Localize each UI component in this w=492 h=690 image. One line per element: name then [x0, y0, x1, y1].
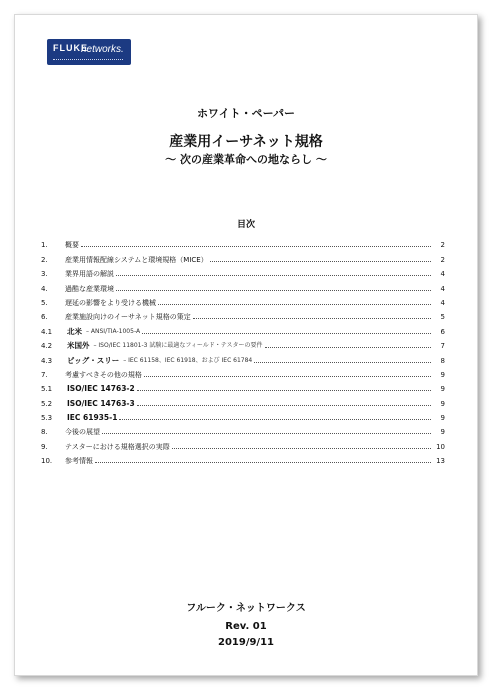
- toc-entry-number: 5.2: [41, 399, 53, 408]
- fluke-networks-logo: [47, 39, 131, 65]
- toc-entry-number: 4.1: [41, 327, 53, 336]
- toc-entry-number: 4.2: [41, 342, 53, 351]
- toc-entry-number: 3.: [41, 270, 48, 279]
- toc-leader-dots: [265, 346, 431, 348]
- toc-entry-title: 業界用語の解説: [65, 270, 114, 279]
- toc-leader-dots: [158, 303, 431, 305]
- toc-entry-page: 4: [440, 298, 445, 307]
- toc-entry-number: 6.: [41, 313, 48, 322]
- toc-entry[interactable]: [41, 307, 445, 321]
- toc-entry-page: 2: [440, 255, 445, 264]
- company-name: フルーク・ネットワークス: [186, 603, 306, 614]
- toc-entry-page: 6: [440, 327, 445, 336]
- toc-entry-title: 概要: [65, 241, 79, 250]
- toc-leader-dots: [116, 289, 431, 291]
- revision: Rev. 01: [225, 621, 267, 632]
- document-type: ホワイト・ペーパー: [196, 107, 296, 120]
- logo-dots: [53, 59, 123, 62]
- toc-entry-page: 9: [440, 414, 445, 423]
- toc-entry-page: 9: [440, 385, 445, 394]
- toc-entry-number: 5.3: [41, 414, 53, 423]
- toc-entry[interactable]: [41, 321, 445, 335]
- toc-leader-dots: [116, 274, 431, 276]
- toc-entry-page: 9: [440, 428, 445, 437]
- document-subtitle: ～ 次の産業革命への地ならし ～: [165, 153, 327, 166]
- toc-entry[interactable]: [41, 278, 445, 292]
- toc-leader-dots: [137, 389, 431, 391]
- toc-entry-detail: – ISO/IEC 11801-3 試験に最適なフィールド・テスターの要件: [93, 342, 263, 350]
- toc-entry-page: 4: [440, 270, 445, 279]
- toc-entry-title: 参考情報: [65, 457, 93, 466]
- toc-entry[interactable]: [41, 393, 445, 407]
- toc-entry[interactable]: [41, 264, 445, 278]
- toc-leader-dots: [81, 245, 431, 247]
- toc-entry[interactable]: [41, 350, 445, 364]
- toc-entry-page: 4: [440, 284, 445, 293]
- toc-entry-detail: – IEC 61158、IEC 61918、および IEC 61784: [123, 356, 253, 364]
- toc-entry-number: 5.1: [41, 385, 53, 394]
- toc-entry-page: 5: [440, 313, 445, 322]
- toc-entry-number: 4.3: [41, 356, 53, 365]
- toc-entry-title: 産業施設向けのイーサネット規格の策定: [65, 313, 191, 322]
- toc-leader-dots: [102, 432, 431, 434]
- toc-entry-page: 10: [436, 442, 445, 451]
- toc-heading: 目次: [236, 220, 255, 230]
- toc-leader-dots: [172, 447, 431, 449]
- toc-entry[interactable]: [41, 365, 445, 379]
- toc-entry-detail: – ANSI/TIA-1005-A: [86, 327, 141, 335]
- toc-entry[interactable]: [41, 379, 445, 393]
- toc-entry[interactable]: [41, 436, 445, 450]
- logo-brand: FLUKE: [53, 43, 88, 53]
- toc-leader-dots: [144, 375, 431, 377]
- toc-entry-number: 7.: [41, 370, 48, 379]
- toc-leader-dots: [142, 332, 431, 334]
- document-date: 2019/9/11: [217, 637, 274, 648]
- toc-entry-number: 8.: [41, 428, 48, 437]
- toc-entry-title: 過酷な産業環境: [65, 284, 114, 293]
- toc-leader-dots: [254, 361, 431, 363]
- toc-entry-number: 2.: [41, 255, 48, 264]
- document-title: 産業用イーサネット規格: [169, 134, 323, 150]
- toc-entry-number: 9.: [41, 442, 48, 451]
- toc-entry-number: 5.: [41, 298, 48, 307]
- toc-leader-dots: [137, 404, 431, 406]
- toc-entry-title: テスターにおける規格選択の実際: [65, 442, 170, 451]
- toc-entry-title: ビッグ・スリー: [67, 355, 120, 365]
- toc-entry[interactable]: [41, 336, 445, 350]
- toc-entry[interactable]: [41, 249, 445, 263]
- table-of-contents: [41, 235, 445, 465]
- document-page: [14, 14, 478, 676]
- toc-leader-dots: [193, 317, 431, 319]
- toc-entry[interactable]: [41, 408, 445, 422]
- toc-entry-page: 9: [440, 370, 445, 379]
- toc-entry-page: 8: [440, 356, 445, 365]
- logo-suffix: networks.: [81, 44, 124, 55]
- toc-leader-dots: [119, 418, 431, 420]
- toc-entry[interactable]: [41, 451, 445, 465]
- toc-entry-page: 13: [436, 457, 445, 466]
- toc-entry-title: 今後の展望: [65, 428, 100, 437]
- toc-entry-title: 米国外: [67, 341, 90, 351]
- toc-entry-title: 遅延の影響をより受ける機械: [65, 298, 156, 307]
- toc-entry-number: 1.: [41, 241, 48, 250]
- toc-leader-dots: [210, 260, 431, 262]
- toc-entry-page: 2: [440, 241, 445, 250]
- toc-entry-title: IEC 61935-1: [67, 413, 118, 423]
- toc-entry-title: ISO/IEC 14763-2: [67, 384, 135, 394]
- toc-entry-page: 7: [440, 342, 445, 351]
- toc-entry-title: 考慮すべきその他の規格: [65, 370, 142, 379]
- toc-entry-page: 9: [440, 399, 445, 408]
- toc-entry[interactable]: [41, 293, 445, 307]
- toc-entry-number: 4.: [41, 284, 48, 293]
- toc-entry[interactable]: [41, 422, 445, 436]
- toc-entry-number: 10.: [41, 457, 53, 466]
- toc-entry-title: 産業用情報配線システムと環境規格（MICE）: [65, 255, 208, 264]
- toc-entry-title: ISO/IEC 14763-3: [67, 398, 135, 408]
- toc-entry-title: 北米: [67, 326, 82, 336]
- toc-entry[interactable]: [41, 235, 445, 249]
- toc-leader-dots: [95, 461, 431, 463]
